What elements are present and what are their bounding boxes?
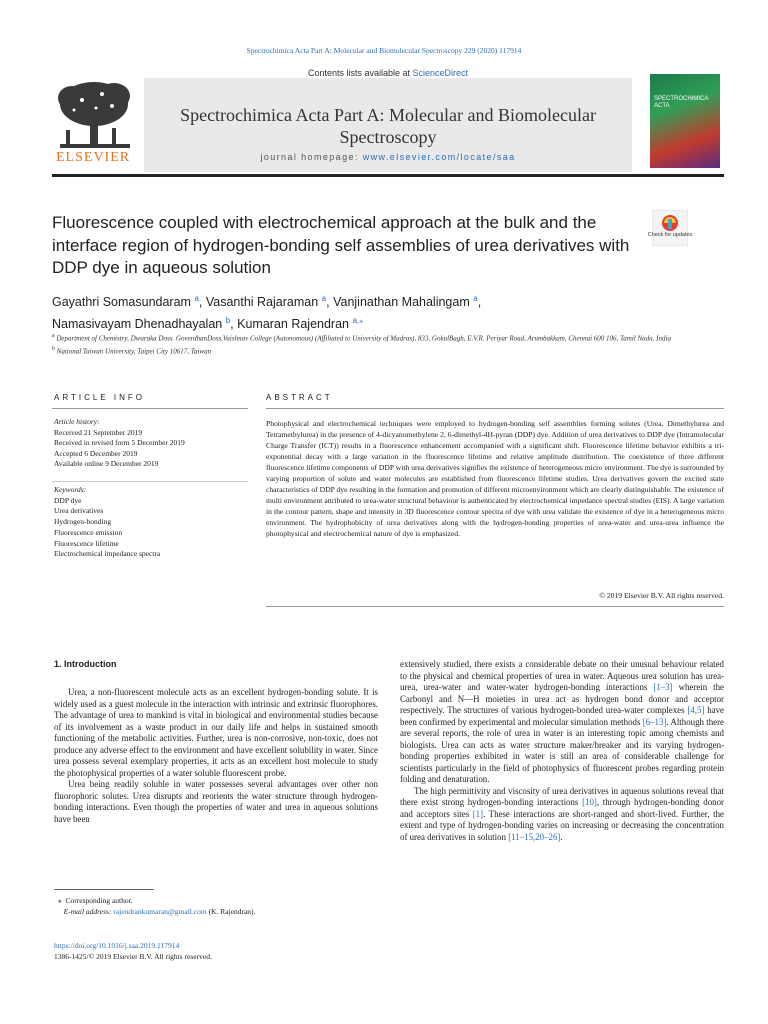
keyword: Fluorescence emission: [54, 527, 123, 537]
affiliations: [52, 331, 732, 357]
text-run: have been confirmed by experimental and molecular simulation methods: [400, 705, 724, 727]
email-note: [58, 906, 378, 917]
keyword: Fluorescence lifetime: [54, 538, 119, 548]
sciencedirect-link[interactable]: ScienceDirect: [412, 68, 469, 78]
abstract-text: Photophysical and electrochemical techniques were employed to hydrogen-bonding self assemblies forming solutes (Urea, Dimethylurea and Tetramethylurea) in the presence of 4-dicyanomethylene 2, 6-dimethyl-4H-pyran (DDP) dye. Addition of urea derivatives to DDP dye (Intramolecular Charge Transfer (ICT)) results in a fluorescence enhancement accompanied with a significant shift. Fluorescence lifetime behavior exhibits a tri-exponential decay with a large variation in the fluorescence lifetime and relative amplitude distribution. The coexistence of three different fluorescence lifetime components of DDP with urea derivatives signifies the existence of heterogeneous micro environment. The dye is surrounded by varying proportion of solute and water molecules are established from fluorescence lifetime studies. Urea derivatives govern the excited state characteristics of DDP dye resulting in the formation and promotion of different microenvironment which are clearly distinguishable. The existence of multi environment attributed to urea-water structural behaviour is authenticated by electrochemical impedance spectral studies (EIS). A large variation in the contour pattern, shape and intensity in 3D fluorescence contour spectra of dye with urea validate the existence of dye in a heterogeneous micro environment. The hydrophobicity of urea derivatives along with the hydrogen-bonding properties of urea-water and urea-urea influence the photophysical and electrochemical nature of dye is emphasized.: [266, 419, 724, 538]
corresponding-author-note: [58, 895, 378, 906]
affiliation-b: [52, 344, 732, 357]
author-1-affil[interactable]: a: [194, 294, 199, 303]
email-label: E-mail address:: [63, 907, 114, 916]
reference-link[interactable]: [1–3]: [653, 682, 673, 692]
left-column: [54, 687, 378, 825]
cover-title: SPECTROCHIMICA ACTA: [654, 96, 709, 109]
text-run: . Although there are several reports, the role of urea in water is an interesting topic among chemists and biologists. Urea can acts as water structure maker/breaker and its varying hydrogen-bonding properties exhibited in water is still an area of considerable challenge for scientists particularly in the field of photophysics of fluorescent probes regarding protein folding and denaturation.: [400, 716, 724, 784]
keyword: Hydrogen-bonding: [54, 517, 112, 527]
email-link[interactable]: rajendrankumaran@gmail.com: [113, 907, 207, 916]
abstract-rule: [266, 408, 724, 409]
article-info-heading: ARTICLE INFO: [54, 393, 145, 402]
author-2-affil[interactable]: a: [321, 294, 327, 303]
author-5-affil[interactable]: a,⁎: [352, 315, 364, 325]
crossmark-label[interactable]: Check for updates: [647, 232, 693, 238]
history-label: Article history:: [54, 417, 100, 426]
keywords-rule: [52, 481, 248, 482]
crossmark-icon[interactable]: [652, 210, 688, 246]
text-run: extensively studied, there exists a considerable debate on their unusual behaviour related to the physical and chemical properties of urea in water. Aqueous urea solution has urea-urea, urea-water and water-water hydrogen-bonding interactions: [400, 659, 724, 692]
author-sep: ,: [326, 295, 334, 310]
affiliation-text: Department of Chemistry, Dwaraka Doss. GoverdhanDoss.Vaishnav College (Autonomous) (Affiliated to University of Madras), 833, GokulBagh, E.V.R. Periyar Road, Arumbakkam, Chennai 600 106, Tamil Nadu, India: [56, 334, 671, 343]
author-sep: ,: [198, 295, 206, 310]
text-run: , through hydrogen-bonding donor and acceptors sites: [400, 797, 724, 819]
elsevier-wordmark: ELSEVIER: [56, 150, 131, 165]
keyword: Electrochemical impedance spectra: [54, 549, 161, 559]
history-item: Received 21 September 2019: [54, 427, 143, 437]
affiliation-marker: a: [52, 333, 55, 339]
abstract-copyright: © 2019 Elsevier B.V. All rights reserved.: [599, 591, 724, 600]
header-divider: [52, 174, 724, 177]
keywords: [54, 485, 244, 560]
footnote-rule: [54, 889, 154, 890]
text-run: wherein the Carbonyl and N—H moieties in urea act as hydrogen bond donor and acceptor respectively. The structures of various hydrogen-bonded urea-water complexes: [400, 682, 725, 715]
body-paragraph: Urea, a non-fluorescent molecule acts as an excellent hydrogen-bonding solute. It is widely used as a guest molecule in the interaction with intrinsic and extrinsic fluorophores. The advantage of urea to mankind is vital in biological and environmental studies because of its involvement as a waste product in our daily life and helps in sustained smooth functioning of the metabolic activities. Further, urea is non-corrosive, non-toxic, does not produce any adverse effect to the environment and have excellent solubility in water. Since urea possess several exemplary properties, it acts as an excellent host molecule to study the photophysical properties of a water soluble fluorescent probe.: [54, 687, 378, 778]
doi-link[interactable]: https://doi.org/10.1016/j.saa.2019.117914: [54, 941, 180, 950]
text-run: . These interactions are short-ranged and short-lived. Further, the extent and type of hydrogen-bonding varies on increasing or decreasing the concentration of urea derivatives in solution: [400, 808, 724, 842]
author-3[interactable]: Vanjinathan Mahalingam: [333, 295, 470, 310]
author-3-affil[interactable]: a: [473, 294, 478, 303]
abstract-bottom-rule: [266, 606, 724, 607]
section-heading: 1. Introduction: [54, 659, 117, 669]
article-info-rule: [52, 408, 248, 409]
reference-link[interactable]: [1]: [472, 808, 484, 819]
affiliation-marker: b: [52, 345, 55, 352]
author-4[interactable]: Namasivayam Dhenadhayalan: [52, 316, 223, 331]
footnote: [58, 895, 378, 917]
reference-link[interactable]: [11–15,20–26]: [508, 831, 561, 842]
body-paragraph: Urea being readily soluble in water possesses several advantages over other non fluorophoric solutes. Urea disrupts and reorients the water structure through hydrogen-bonding interactions. Even though the properties of water and urea in aqueous solutions have been: [54, 779, 378, 824]
author-sep: ,: [230, 316, 238, 331]
affiliation-a: [52, 331, 732, 344]
history-item: Received in revised form 5 December 2019: [54, 438, 185, 447]
body-paragraph: [400, 786, 724, 844]
keyword: Urea derivatives: [54, 506, 104, 516]
abstract-heading: ABSTRACT: [266, 393, 333, 402]
journal-title[interactable]: Spectrochimica Acta Part A: Molecular and Biomolecular Spectroscopy: [180, 105, 596, 147]
homepage-prefix: journal homepage:: [260, 152, 363, 162]
history-item: Accepted 6 December 2019: [54, 448, 138, 458]
history-item: Available online 9 December 2019: [54, 459, 159, 468]
homepage-link[interactable]: www.elsevier.com/locate/saa: [362, 152, 516, 162]
journal-cover-image[interactable]: [650, 74, 720, 168]
article-history: [54, 417, 244, 470]
affiliation-text: National Taiwan University, Taipei City 10617, Taiwan: [56, 347, 212, 356]
body-paragraph: [400, 659, 724, 786]
contents-line: [144, 68, 632, 78]
author-2[interactable]: Vasanthi Rajaraman: [205, 295, 319, 310]
keywords-label: Keywords:: [54, 485, 87, 494]
journal-homepage: [144, 152, 632, 162]
journal-header: [52, 68, 724, 172]
author-sep: ,: [477, 295, 482, 310]
article-title: Fluorescence coupled with electrochemical approach at the bulk and the interface region of hydrogen-bonding self assemblies of urea derivatives with DDP dye in aqueous solution: [52, 213, 630, 277]
reference-link[interactable]: [4,5]: [687, 705, 705, 715]
issn-line: 1386-1425/© 2019 Elsevier B.V. All rights reserved.: [54, 952, 212, 961]
reference-link[interactable]: [6–13]: [642, 716, 667, 727]
author-4-affil[interactable]: b: [225, 315, 231, 325]
email-suffix: (K. Rajendran).: [206, 907, 256, 916]
keyword: DDP dye: [54, 495, 82, 505]
elsevier-tree-icon: [52, 76, 134, 156]
journal-citation[interactable]: Spectrochimica Acta Part A: Molecular and Biomolecular Spectroscopy 229 (2020) 117914: [246, 46, 522, 55]
text-run: .: [560, 831, 563, 842]
author-5[interactable]: Kumaran Rajendran: [237, 316, 349, 331]
right-column: [400, 659, 724, 843]
author-1[interactable]: Gayathri Somasundaram: [52, 295, 191, 310]
text-run: The high permittivity and viscosity of urea derivatives in aqueous solutions reveal that there exist strong hydrogen-bonding interactions: [400, 785, 724, 807]
reference-link[interactable]: [10]: [582, 797, 597, 807]
footnote-text: Corresponding author.: [65, 896, 133, 905]
contents-prefix: Contents lists available at: [307, 68, 413, 78]
footnote-marker: ⁎: [58, 896, 62, 905]
author-list: [52, 290, 732, 333]
doi-block: [54, 940, 212, 962]
